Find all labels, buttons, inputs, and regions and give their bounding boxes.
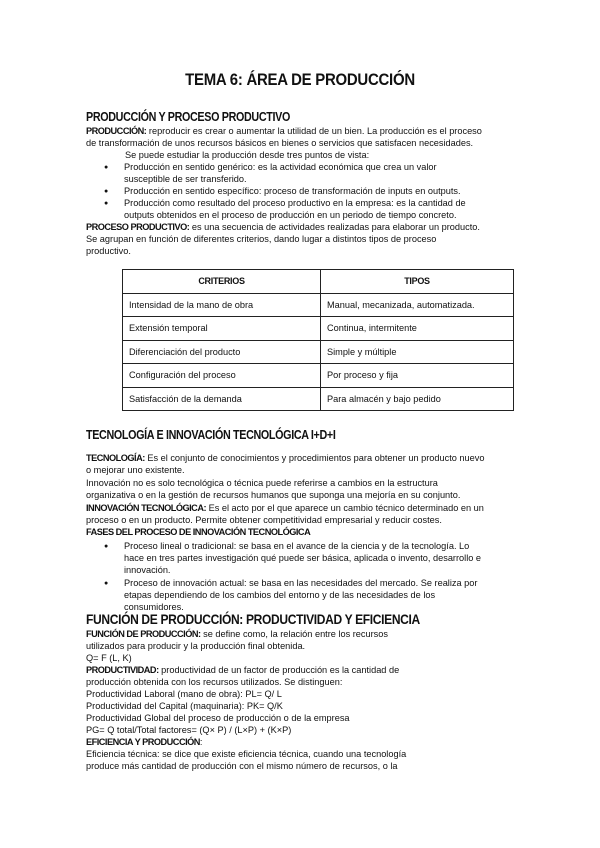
text-line: Se puede estudiar la producción desde tres puntos de vista: — [125, 150, 370, 160]
table-header-row — [123, 270, 514, 294]
paragraph-funcion — [86, 628, 388, 640]
bullet-text: susceptible de ser transferido. — [124, 174, 247, 184]
text-line: o mejorar uno existente. — [86, 465, 185, 475]
table-cell: Configuración del proceso — [123, 364, 321, 388]
text-line: se define como, la relación entre los recursos — [200, 629, 388, 639]
section-heading-funcion: FUNCIÓN DE PRODUCCIÓN: PRODUCTIVIDAD Y EFICIENCIA — [86, 611, 420, 627]
text-line: Productividad Global del proceso de producción o de la empresa — [86, 713, 350, 723]
paragraph-innovacion — [86, 502, 484, 514]
subheading-fases — [86, 526, 310, 538]
table-row — [123, 387, 514, 411]
paragraph-tecnologia — [86, 452, 484, 464]
table-cell: Intensidad de la mano de obra — [123, 293, 321, 317]
table-cell: Extensión temporal — [123, 317, 321, 341]
text-line: Es el acto por el que aparece un cambio técnico determinado en un — [206, 503, 484, 513]
term-funcion: FUNCIÓN DE PRODUCCIÓN: — [86, 629, 201, 639]
text-colon: : — [199, 737, 203, 747]
bullet-text: Producción como resultado del proceso productivo en la empresa: es la cantidad de — [124, 198, 466, 208]
text-line: productivo. — [86, 246, 131, 256]
section-heading-tecnologia: TECNOLOGÍA E INNOVACIÓN TECNOLÓGICA I+D+I — [86, 428, 336, 442]
term-eficiencia: EFICIENCIA Y PRODUCCIÓN — [86, 737, 200, 747]
text-line: reproducir es crear o aumentar la utilidad de un bien. La producción es el proceso — [146, 126, 482, 136]
table-cell: Satisfacción de la demanda — [123, 387, 321, 411]
paragraph-proceso — [86, 221, 480, 233]
bullet-text: Proceso lineal o tradicional: se basa en el avance de la ciencia y de la tecnología. Lo — [124, 541, 470, 551]
text-line: producción obtenida con los recursos utilizados. Se distinguen: — [86, 677, 343, 687]
text-line: organizativa o en la gestión de recursos humanos que suponga una mejoría en su conjunto. — [86, 490, 461, 500]
bullet-text: hace en tres partes investigación qué puede ser básica, aplicada o invento, desarrollo e — [124, 553, 482, 563]
term-proceso-productivo: PROCESO PRODUCTIVO: — [86, 222, 190, 232]
text-line: Innovación no es solo tecnológica o técnica puede referirse a cambios en la estructura — [86, 478, 438, 488]
table-header-tipos: TIPOS — [321, 270, 514, 294]
bullet-text: Proceso de innovación actual: se basa en las necesidades del mercado. Se realiza por — [124, 578, 478, 588]
bullet-text: outputs obtenidos en el proceso de producción en un periodo de tiempo concreto. — [124, 210, 457, 220]
text-line: es una secuencia de actividades realizadas para elaborar un producto. — [189, 222, 480, 232]
bullet-text: Producción en sentido genérico: es la actividad económica que crea un valor — [124, 162, 437, 172]
formula-line: Productividad Laboral (mano de obra): PL= Q/ L — [86, 689, 282, 699]
table-cell: Simple y múltiple — [321, 340, 514, 364]
table-cell: Para almacén y bajo pedido — [321, 387, 514, 411]
term-innovacion: INNOVACIÓN TECNOLÓGICA: — [86, 503, 207, 513]
table-cell: Continua, intermitente — [321, 317, 514, 341]
table-row — [123, 293, 514, 317]
term-productividad: PRODUCTIVIDAD: — [86, 665, 159, 675]
term-produccion: PRODUCCIÓN: — [86, 126, 147, 136]
text-line: de transformación de unos recursos básicos en bienes o servicios que satisfacen necesidades. — [86, 138, 474, 148]
text-line: Eficiencia técnica: se dice que existe eficiencia técnica, cuando una tecnología — [86, 749, 407, 759]
paragraph-productividad — [86, 664, 399, 676]
text-line: utilizados para producir y la producción final obtenida. — [86, 641, 306, 651]
page-title: TEMA 6: ÁREA DE PRODUCCIÓN — [185, 70, 415, 89]
text-line: Es el conjunto de conocimientos y procedimientos para obtener un producto nuevo — [144, 453, 485, 463]
formula-line: Productividad del Capital (maquinaria): PK= Q/K — [86, 701, 283, 711]
bullet-text: Producción en sentido específico: proceso de transformación de inputs en outputs. — [124, 186, 461, 196]
bullet-text: consumidores. — [124, 602, 184, 612]
paragraph-produccion — [86, 125, 482, 137]
criteria-table — [122, 269, 514, 411]
bullet-text: etapas dependiendo de los cambios del entorno y de las necesidades de los — [124, 590, 436, 600]
formula-line: Q= F (L, K) — [86, 653, 132, 663]
text-line: produce más cantidad de producción con el mismo número de recursos, o la — [86, 761, 398, 771]
text-line: Se agrupan en función de diferentes criterios, dando lugar a distintos tipos de proceso — [86, 234, 437, 244]
term-tecnologia: TECNOLOGÍA: — [86, 453, 145, 463]
table-cell: Diferenciación del producto — [123, 340, 321, 364]
table-row — [123, 340, 514, 364]
bullet-text: innovación. — [124, 565, 171, 575]
table-row — [123, 364, 514, 388]
text-line: productividad de un factor de producción es la cantidad de — [158, 665, 400, 675]
section-heading-produccion: PRODUCCIÓN Y PROCESO PRODUCTIVO — [86, 110, 290, 124]
table-cell: Manual, mecanizada, automatizada. — [321, 293, 514, 317]
text-line: proceso o en un producto. Permite obtener competitividad empresarial y reducir costes. — [86, 515, 442, 525]
term-fases: FASES DEL PROCESO DE INNOVACIÓN TECNOLÓGICA — [86, 527, 311, 537]
table-header-criterios: CRITERIOS — [123, 270, 321, 294]
table-row — [123, 317, 514, 341]
table-cell: Por proceso y fija — [321, 364, 514, 388]
formula-line: PG= Q total/Total factores= (Q× P) / (L×P) + (K×P) — [86, 725, 292, 735]
paragraph-eficiencia — [86, 736, 202, 748]
